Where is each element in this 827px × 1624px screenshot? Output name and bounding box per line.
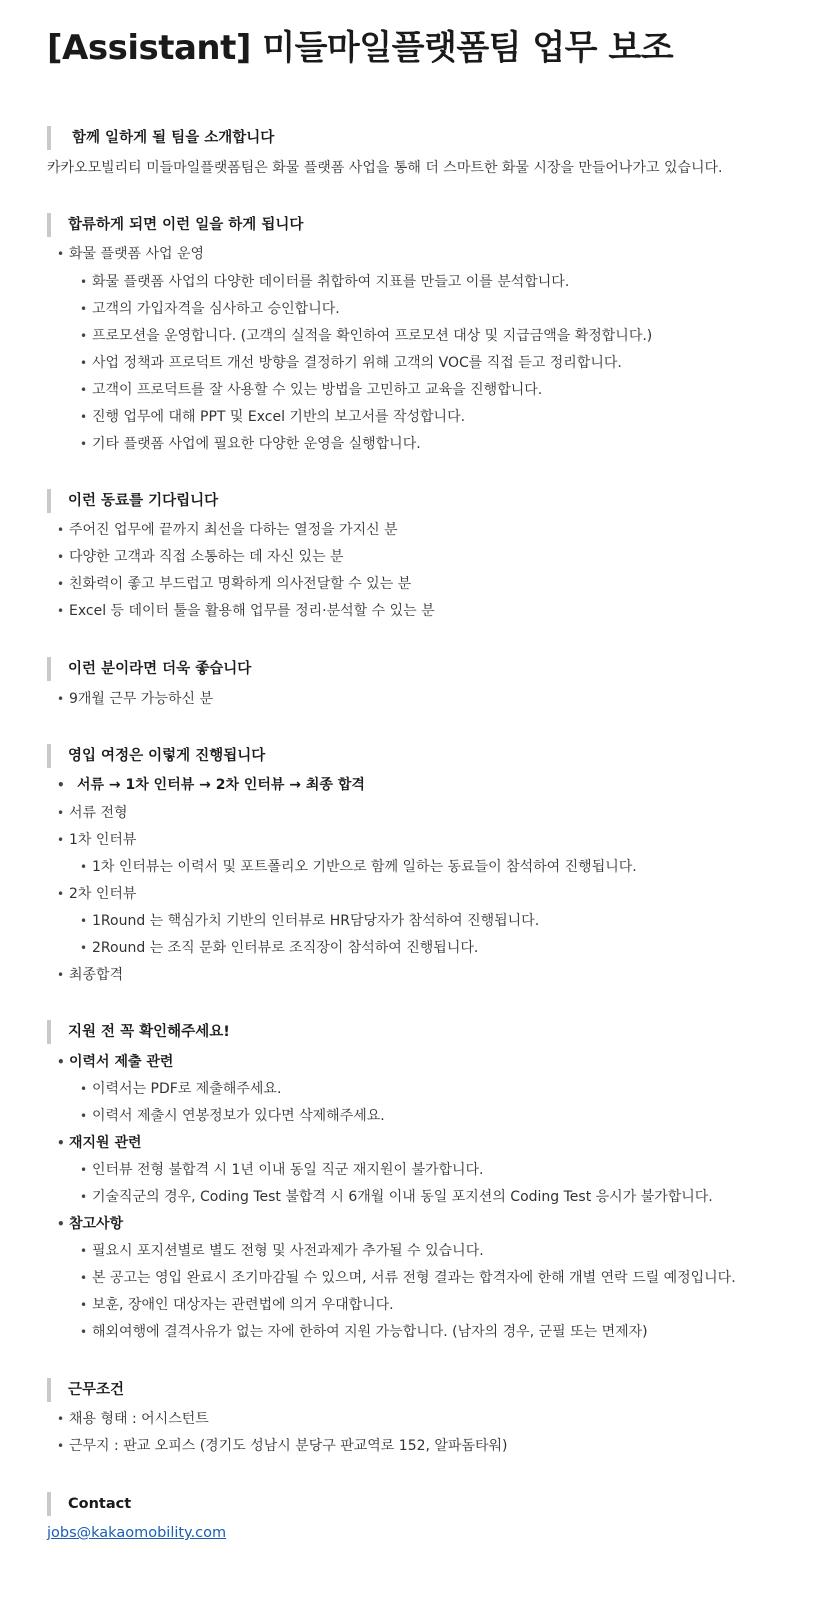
bullet-icon: • xyxy=(57,604,65,618)
list-item: • 기술직군의 경우, Coding Test 불합격 시 6개월 이내 동일 포지션의 Coding Test 응시가 불가합니다. xyxy=(80,1189,713,1205)
heading-conditions: 근무조건 xyxy=(47,1378,124,1402)
list-item: • 최종합격 xyxy=(57,967,124,983)
list-item: • 1Round 는 핵심가치 기반의 인터뷰로 HR담당자가 참석하여 진행됩니다. xyxy=(80,913,540,929)
bullet-icon: • xyxy=(57,778,65,792)
process-flow: • 서류 → 1차 인터뷰 → 2차 인터뷰 → 최종 합격 xyxy=(57,777,365,793)
list-item: • 1차 인터뷰 xyxy=(57,832,137,848)
list-item: • 친화력이 좋고 부드럽고 명확하게 의사전달할 수 있는 분 xyxy=(57,576,412,592)
list-item: • 고객의 가입자격을 심사하고 승인합니다. xyxy=(80,301,340,317)
bullet-icon: • xyxy=(80,356,88,370)
list-item: • 이력서 제출시 연봉정보가 있다면 삭제해주세요. xyxy=(80,1108,385,1124)
list-item: • 이력서 제출 관련 xyxy=(57,1054,174,1070)
list-item: • 진행 업무에 대해 PPT 및 Excel 기반의 보고서를 작성합니다. xyxy=(80,409,466,425)
bullet-icon: • xyxy=(57,523,65,537)
list-item: • 다양한 고객과 직접 소통하는 데 자신 있는 분 xyxy=(57,549,344,565)
bullet-icon: • xyxy=(57,577,65,591)
page-title: [Assistant] 미들마일플랫폼팀 업무 보조 xyxy=(47,28,674,68)
bullet-icon: • xyxy=(80,1082,88,1096)
list-item: • 주어진 업무에 끝까지 최선을 다하는 열정을 가지신 분 xyxy=(57,522,398,538)
bullet-icon: • xyxy=(80,410,88,424)
list-item: • 기타 플랫폼 사업에 필요한 다양한 운영을 실행합니다. xyxy=(80,436,421,452)
list-item: • 본 공고는 영입 완료시 조기마감될 수 있으며, 서류 전형 결과는 합격자에 한해 개별 연락 드릴 예정입니다. xyxy=(80,1270,736,1286)
heading-preferred: 이런 분이라면 더욱 좋습니다 xyxy=(47,657,251,681)
bullet-icon: • xyxy=(57,833,65,847)
list-item: • 사업 정책과 프로덕트 개선 방향을 결정하기 위해 고객의 VOC를 직접 듣고 정리합니다. xyxy=(80,355,622,371)
team-intro-text: 카카오모빌리티 미들마일플랫폼팀은 화물 플랫폼 사업을 통해 더 스마트한 화물 시장을 만들어나가고 있습니다. xyxy=(47,160,723,176)
heading-team-intro: 함께 일하게 될 팀을 소개합니다 xyxy=(47,126,274,150)
bullet-icon: • xyxy=(80,329,88,343)
list-item: • 9개월 근무 가능하신 분 xyxy=(57,691,213,707)
list-item: • 재지원 관련 xyxy=(57,1135,142,1151)
heading-contact: Contact xyxy=(47,1492,131,1516)
list-item: • 2Round 는 조직 문화 인터뷰로 조직장이 참석하여 진행됩니다. xyxy=(80,940,479,956)
list-item: • 해외여행에 결격사유가 없는 자에 한하여 지원 가능합니다. (남자의 경우, 군필 또는 면제자) xyxy=(80,1324,648,1340)
list-item: • 1차 인터뷰는 이력서 및 포트폴리오 기반으로 함께 일하는 동료들이 참석하여 진행됩니다. xyxy=(80,859,637,875)
list-item: • 보훈, 장애인 대상자는 관련법에 의거 우대합니다. xyxy=(80,1297,394,1313)
bullet-icon: • xyxy=(57,692,65,706)
bullet-icon: • xyxy=(80,275,88,289)
bullet-icon: • xyxy=(57,550,65,564)
bullet-icon: • xyxy=(57,1217,65,1231)
list-item: • 인터뷰 전형 불합격 시 1년 이내 동일 직군 재지원이 불가합니다. xyxy=(80,1162,484,1178)
bullet-icon: • xyxy=(80,1271,88,1285)
bullet-icon: • xyxy=(80,1298,88,1312)
bullet-icon: • xyxy=(80,1163,88,1177)
bullet-icon: • xyxy=(80,437,88,451)
list-item: • 2차 인터뷰 xyxy=(57,886,137,902)
bullet-icon: • xyxy=(80,1109,88,1123)
bullet-icon: • xyxy=(57,247,65,261)
list-item: • 고객이 프로덕트를 잘 사용할 수 있는 방법을 고민하고 교육을 진행합니다. xyxy=(80,382,543,398)
list-item: • 채용 형태 : 어시스턴트 xyxy=(57,1411,209,1427)
list-item: • 참고사항 xyxy=(57,1216,124,1232)
list-item: • 화물 플랫폼 사업 운영 xyxy=(57,246,205,262)
bullet-icon: • xyxy=(80,860,88,874)
list-item: • 필요시 포지션별로 별도 전형 및 사전과제가 추가될 수 있습니다. xyxy=(80,1243,484,1259)
bullet-icon: • xyxy=(57,1439,65,1453)
bullet-icon: • xyxy=(80,914,88,928)
list-item: • 화물 플랫폼 사업의 다양한 데이터를 취합하여 지표를 만들고 이를 분석합니다. xyxy=(80,274,570,290)
bullet-icon: • xyxy=(80,1190,88,1204)
list-item: • Excel 등 데이터 툴을 활용해 업무를 정리·분석할 수 있는 분 xyxy=(57,603,435,619)
heading-process: 영입 여정은 이렇게 진행됩니다 xyxy=(47,744,265,768)
bullet-icon: • xyxy=(80,302,88,316)
list-item: • 프로모션을 운영합니다. (고객의 실적을 확인하여 프로모션 대상 및 지급금액을 확정합니다.) xyxy=(80,328,653,344)
list-item: • 이력서는 PDF로 제출해주세요. xyxy=(80,1081,282,1097)
bullet-icon: • xyxy=(57,1136,65,1150)
heading-duties: 합류하게 되면 이런 일을 하게 됩니다 xyxy=(47,213,303,237)
list-item: • 근무지 : 판교 오피스 (경기도 성남시 분당구 판교역로 152, 알파돔타워) xyxy=(57,1438,508,1454)
bullet-icon: • xyxy=(57,1412,65,1426)
bullet-icon: • xyxy=(80,1325,88,1339)
list-item: • 서류 전형 xyxy=(57,805,128,821)
heading-colleague: 이런 동료를 기다립니다 xyxy=(47,489,218,513)
bullet-icon: • xyxy=(57,887,65,901)
bullet-icon: • xyxy=(57,806,65,820)
bullet-icon: • xyxy=(80,941,88,955)
bullet-icon: • xyxy=(80,383,88,397)
bullet-icon: • xyxy=(80,1244,88,1258)
contact-email-link[interactable]: jobs@kakaomobility.com xyxy=(47,1525,227,1541)
heading-notice: 지원 전 꼭 확인해주세요! xyxy=(47,1020,230,1044)
bullet-icon: • xyxy=(57,1055,65,1069)
bullet-icon: • xyxy=(57,968,65,982)
